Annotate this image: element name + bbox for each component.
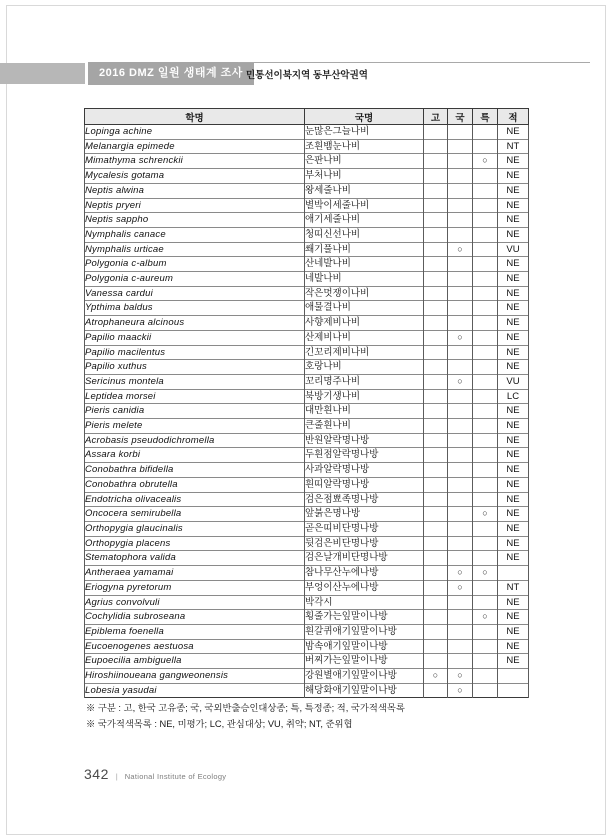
export-approval-mark-cell (448, 257, 473, 272)
red-list-cell: NE (498, 213, 529, 228)
designated-mark-cell (473, 404, 498, 419)
korean-name-cell: 왕세줄나비 (305, 183, 424, 198)
scientific-name-cell: Oncocera semirubella (85, 507, 305, 522)
table-row (85, 360, 529, 375)
korean-name-cell: 긴꼬리제비나비 (305, 345, 424, 360)
endemic-mark-cell (424, 536, 448, 551)
col-header-korean-name: 국명 (305, 109, 424, 125)
report-title-badge (88, 62, 254, 85)
table-row (85, 654, 529, 669)
endemic-mark-cell (424, 477, 448, 492)
col-header-export-approval: 국 (448, 109, 473, 125)
korean-name-cell: 강원별애기잎말이나방 (305, 669, 424, 684)
export-approval-mark-cell (448, 139, 473, 154)
footnote-category-legend: ※ 구분 : 고, 한국 고유종; 국, 국외반출승인대상종; 특, 특정종; 적, 국가적색목록 (86, 703, 405, 713)
korean-name-cell: 밤속애기잎말이나방 (305, 639, 424, 654)
endemic-mark-cell (424, 169, 448, 184)
designated-mark-cell: ○ (473, 566, 498, 581)
red-list-cell: NE (498, 551, 529, 566)
designated-mark-cell (473, 374, 498, 389)
section-subtitle: 민통선이북지역 동부산악권역 (246, 70, 368, 81)
endemic-mark-cell (424, 639, 448, 654)
red-list-cell: NE (498, 521, 529, 536)
table-row (85, 242, 529, 257)
scientific-name-cell: Neptis alwina (85, 183, 305, 198)
header-rule-line (238, 62, 590, 63)
red-list-cell: NE (498, 125, 529, 140)
col-header-endemic: 고 (424, 109, 448, 125)
korean-name-cell: 흰갈퀴애기잎말이나방 (305, 624, 424, 639)
export-approval-mark-cell (448, 654, 473, 669)
red-list-cell: NE (498, 433, 529, 448)
scientific-name-cell: Antheraea yamamai (85, 566, 305, 581)
korean-name-cell: 사과알락명나방 (305, 463, 424, 478)
table-row (85, 595, 529, 610)
left-margin-bar (0, 63, 85, 84)
endemic-mark-cell (424, 154, 448, 169)
table-row (85, 639, 529, 654)
red-list-cell: NE (498, 316, 529, 331)
endemic-mark-cell (424, 360, 448, 375)
table-row (85, 154, 529, 169)
table-row (85, 669, 529, 684)
designated-mark-cell (473, 125, 498, 140)
red-list-cell: NE (498, 169, 529, 184)
endemic-mark-cell (424, 551, 448, 566)
designated-mark-cell (473, 654, 498, 669)
korean-name-cell: 네발나비 (305, 272, 424, 287)
scientific-name-cell: Endotricha olivacealis (85, 492, 305, 507)
export-approval-mark-cell (448, 404, 473, 419)
table-row (85, 198, 529, 213)
designated-mark-cell (473, 272, 498, 287)
red-list-cell: NE (498, 448, 529, 463)
page-number: 342 (84, 766, 109, 782)
export-approval-mark-cell (448, 272, 473, 287)
scientific-name-cell: Cochylidia subroseana (85, 610, 305, 625)
red-list-cell: NE (498, 272, 529, 287)
export-approval-mark-cell (448, 169, 473, 184)
scientific-name-cell: Melanargia epimede (85, 139, 305, 154)
red-list-cell: NE (498, 595, 529, 610)
scientific-name-cell: Eupoecilia ambiguella (85, 654, 305, 669)
scientific-name-cell: Mimathyma schrenckii (85, 154, 305, 169)
export-approval-mark-cell (448, 213, 473, 228)
designated-mark-cell (473, 169, 498, 184)
table-row (85, 566, 529, 581)
designated-mark-cell (473, 316, 498, 331)
export-approval-mark-cell: ○ (448, 669, 473, 684)
red-list-cell: NE (498, 183, 529, 198)
table-row (85, 345, 529, 360)
table-row (85, 272, 529, 287)
red-list-cell: NE (498, 227, 529, 242)
table-row (85, 448, 529, 463)
designated-mark-cell (473, 551, 498, 566)
scientific-name-cell: Hiroshiinoueana gangweonensis (85, 669, 305, 684)
endemic-mark-cell (424, 521, 448, 536)
endemic-mark-cell (424, 183, 448, 198)
endemic-mark-cell (424, 419, 448, 434)
table-row (85, 551, 529, 566)
red-list-cell: NE (498, 154, 529, 169)
scientific-name-cell: Nymphalis urticae (85, 242, 305, 257)
designated-mark-cell (473, 463, 498, 478)
table-row (85, 183, 529, 198)
export-approval-mark-cell (448, 448, 473, 463)
korean-name-cell: 산제비나비 (305, 330, 424, 345)
korean-name-cell: 두흰점알락명나방 (305, 448, 424, 463)
endemic-mark-cell (424, 404, 448, 419)
designated-mark-cell (473, 330, 498, 345)
export-approval-mark-cell: ○ (448, 330, 473, 345)
scientific-name-cell: Acrobasis pseudodichromella (85, 433, 305, 448)
red-list-cell: NE (498, 286, 529, 301)
export-approval-mark-cell (448, 551, 473, 566)
designated-mark-cell (473, 669, 498, 684)
export-approval-mark-cell (448, 639, 473, 654)
red-list-cell: LC (498, 389, 529, 404)
red-list-cell: NE (498, 330, 529, 345)
report-title-text: 2016 DMZ 일원 생태계 조사 (99, 67, 243, 79)
scientific-name-cell: Mycalesis gotama (85, 169, 305, 184)
korean-name-cell: 호랑나비 (305, 360, 424, 375)
scientific-name-cell: Orthopygia placens (85, 536, 305, 551)
designated-mark-cell (473, 683, 498, 698)
designated-mark-cell (473, 521, 498, 536)
table-row (85, 125, 529, 140)
red-list-cell: NE (498, 360, 529, 375)
export-approval-mark-cell (448, 521, 473, 536)
endemic-mark-cell (424, 448, 448, 463)
korean-name-cell: 애물결나비 (305, 301, 424, 316)
red-list-cell: NT (498, 139, 529, 154)
korean-name-cell: 청띠신선나비 (305, 227, 424, 242)
footnote-red-list-legend: ※ 국가적색목록 : NE, 미평가; LC, 관심대상; VU, 취약; NT, 준위협 (86, 718, 353, 729)
red-list-cell: NE (498, 419, 529, 434)
scientific-name-cell: Pieris canidia (85, 404, 305, 419)
col-header-red-list: 적 (498, 109, 529, 125)
scientific-name-cell: Lobesia yasudai (85, 683, 305, 698)
red-list-cell: NE (498, 639, 529, 654)
designated-mark-cell (473, 301, 498, 316)
korean-name-cell: 사향제비나비 (305, 316, 424, 331)
endemic-mark-cell (424, 683, 448, 698)
designated-mark-cell (473, 580, 498, 595)
designated-mark-cell (473, 492, 498, 507)
endemic-mark-cell (424, 374, 448, 389)
korean-name-cell: 꼬리명주나비 (305, 374, 424, 389)
korean-name-cell: 은판나비 (305, 154, 424, 169)
export-approval-mark-cell (448, 301, 473, 316)
export-approval-mark-cell (448, 507, 473, 522)
export-approval-mark-cell (448, 433, 473, 448)
scientific-name-cell: Polygonia c-aureum (85, 272, 305, 287)
scientific-name-cell: Conobathra bifidella (85, 463, 305, 478)
korean-name-cell: 눈많은그늘나비 (305, 125, 424, 140)
designated-mark-cell (473, 536, 498, 551)
export-approval-mark-cell (448, 419, 473, 434)
export-approval-mark-cell (448, 595, 473, 610)
scientific-name-cell: Eriogyna pyretorum (85, 580, 305, 595)
korean-name-cell: 조흰뱀눈나비 (305, 139, 424, 154)
table-row (85, 477, 529, 492)
korean-name-cell: 뒷검은비단명나방 (305, 536, 424, 551)
export-approval-mark-cell: ○ (448, 566, 473, 581)
table-row (85, 286, 529, 301)
scientific-name-cell: Polygonia c-album (85, 257, 305, 272)
korean-name-cell: 부처나비 (305, 169, 424, 184)
export-approval-mark-cell: ○ (448, 374, 473, 389)
scientific-name-cell: Eucoenogenes aestuosa (85, 639, 305, 654)
korean-name-cell: 해당화애기잎말이나방 (305, 683, 424, 698)
table-header-row (85, 109, 529, 125)
designated-mark-cell (473, 595, 498, 610)
scientific-name-cell: Sericinus montela (85, 374, 305, 389)
designated-mark-cell (473, 360, 498, 375)
table-row (85, 316, 529, 331)
designated-mark-cell (473, 257, 498, 272)
korean-name-cell: 검은날개비단명나방 (305, 551, 424, 566)
table-row (85, 139, 529, 154)
endemic-mark-cell (424, 624, 448, 639)
table-row (85, 301, 529, 316)
scientific-name-cell: Assara korbi (85, 448, 305, 463)
endemic-mark-cell (424, 257, 448, 272)
designated-mark-cell (473, 183, 498, 198)
scientific-name-cell: Ypthima baldus (85, 301, 305, 316)
red-list-cell: NE (498, 198, 529, 213)
designated-mark-cell: ○ (473, 610, 498, 625)
endemic-mark-cell (424, 316, 448, 331)
korean-name-cell: 반원알락명나방 (305, 433, 424, 448)
endemic-mark-cell (424, 566, 448, 581)
species-table (84, 108, 529, 698)
korean-name-cell: 버찌가는잎말이나방 (305, 654, 424, 669)
table-row (85, 374, 529, 389)
table-row (85, 404, 529, 419)
export-approval-mark-cell (448, 610, 473, 625)
export-approval-mark-cell (448, 345, 473, 360)
table-row (85, 492, 529, 507)
export-approval-mark-cell (448, 492, 473, 507)
scientific-name-cell: Leptidea morsei (85, 389, 305, 404)
korean-name-cell: 횡줄가는잎말이나방 (305, 610, 424, 625)
footer-separator: | (115, 774, 118, 781)
scientific-name-cell: Papilio xuthus (85, 360, 305, 375)
table-row (85, 624, 529, 639)
korean-name-cell: 앞붉은명나방 (305, 507, 424, 522)
table-row (85, 213, 529, 228)
scientific-name-cell: Vanessa cardui (85, 286, 305, 301)
export-approval-mark-cell (448, 624, 473, 639)
red-list-cell: NE (498, 536, 529, 551)
korean-name-cell: 쐐기풀나비 (305, 242, 424, 257)
table-row (85, 507, 529, 522)
designated-mark-cell: ○ (473, 154, 498, 169)
korean-name-cell: 참나무산누에나방 (305, 566, 424, 581)
korean-name-cell: 부엉이산누에나방 (305, 580, 424, 595)
red-list-cell: NE (498, 624, 529, 639)
export-approval-mark-cell (448, 316, 473, 331)
korean-name-cell: 북방기생나비 (305, 389, 424, 404)
table-row (85, 536, 529, 551)
scientific-name-cell: Papilio macilentus (85, 345, 305, 360)
red-list-cell: VU (498, 242, 529, 257)
endemic-mark-cell (424, 345, 448, 360)
footnotes (86, 701, 556, 732)
designated-mark-cell (473, 345, 498, 360)
scientific-name-cell: Atrophaneura alcinous (85, 316, 305, 331)
scientific-name-cell: Lopinga achine (85, 125, 305, 140)
scientific-name-cell: Agrius convolvuli (85, 595, 305, 610)
endemic-mark-cell (424, 507, 448, 522)
designated-mark-cell (473, 477, 498, 492)
table-row (85, 521, 529, 536)
table-row (85, 580, 529, 595)
table-row (85, 433, 529, 448)
export-approval-mark-cell (448, 227, 473, 242)
korean-name-cell: 검은점뾰족명나방 (305, 492, 424, 507)
table-row (85, 419, 529, 434)
korean-name-cell: 흰띠알락명나방 (305, 477, 424, 492)
designated-mark-cell (473, 389, 498, 404)
korean-name-cell: 박각시 (305, 595, 424, 610)
export-approval-mark-cell: ○ (448, 683, 473, 698)
table-row (85, 257, 529, 272)
export-approval-mark-cell (448, 198, 473, 213)
table-row (85, 610, 529, 625)
table-row (85, 227, 529, 242)
scientific-name-cell: Orthopygia glaucinalis (85, 521, 305, 536)
red-list-cell: NT (498, 580, 529, 595)
korean-name-cell: 작은멋쟁이나비 (305, 286, 424, 301)
endemic-mark-cell (424, 433, 448, 448)
designated-mark-cell (473, 213, 498, 228)
export-approval-mark-cell (448, 360, 473, 375)
export-approval-mark-cell: ○ (448, 242, 473, 257)
endemic-mark-cell (424, 389, 448, 404)
scientific-name-cell: Neptis sappho (85, 213, 305, 228)
table-row (85, 169, 529, 184)
designated-mark-cell (473, 624, 498, 639)
export-approval-mark-cell (448, 389, 473, 404)
red-list-cell: NE (498, 404, 529, 419)
col-header-scientific-name: 학명 (85, 109, 305, 125)
table-row (85, 683, 529, 698)
red-list-cell: NE (498, 345, 529, 360)
endemic-mark-cell: ○ (424, 669, 448, 684)
red-list-cell: NE (498, 492, 529, 507)
endemic-mark-cell (424, 125, 448, 140)
red-list-cell: VU (498, 374, 529, 389)
table-row (85, 389, 529, 404)
endemic-mark-cell (424, 213, 448, 228)
endemic-mark-cell (424, 286, 448, 301)
endemic-mark-cell (424, 198, 448, 213)
red-list-cell: NE (498, 463, 529, 478)
red-list-cell (498, 669, 529, 684)
export-approval-mark-cell (448, 125, 473, 140)
endemic-mark-cell (424, 301, 448, 316)
scientific-name-cell: Epiblema foenella (85, 624, 305, 639)
designated-mark-cell (473, 286, 498, 301)
korean-name-cell: 별박이세줄나비 (305, 198, 424, 213)
endemic-mark-cell (424, 463, 448, 478)
endemic-mark-cell (424, 654, 448, 669)
red-list-cell: NE (498, 654, 529, 669)
export-approval-mark-cell: ○ (448, 580, 473, 595)
table-row (85, 330, 529, 345)
export-approval-mark-cell (448, 183, 473, 198)
endemic-mark-cell (424, 330, 448, 345)
designated-mark-cell (473, 242, 498, 257)
designated-mark-cell (473, 227, 498, 242)
designated-mark-cell (473, 419, 498, 434)
designated-mark-cell (473, 433, 498, 448)
korean-name-cell: 큰줄흰나비 (305, 419, 424, 434)
red-list-cell: NE (498, 477, 529, 492)
designated-mark-cell (473, 639, 498, 654)
table-row (85, 463, 529, 478)
export-approval-mark-cell (448, 154, 473, 169)
korean-name-cell: 산네발나비 (305, 257, 424, 272)
scientific-name-cell: Stematophora valida (85, 551, 305, 566)
scientific-name-cell: Nymphalis canace (85, 227, 305, 242)
export-approval-mark-cell (448, 463, 473, 478)
endemic-mark-cell (424, 139, 448, 154)
scientific-name-cell: Papilio maackii (85, 330, 305, 345)
page-footer (84, 766, 226, 782)
red-list-cell: NE (498, 301, 529, 316)
endemic-mark-cell (424, 492, 448, 507)
species-table-container (84, 108, 528, 698)
red-list-cell: NE (498, 507, 529, 522)
endemic-mark-cell (424, 580, 448, 595)
red-list-cell (498, 683, 529, 698)
korean-name-cell: 대만흰나비 (305, 404, 424, 419)
export-approval-mark-cell (448, 477, 473, 492)
scientific-name-cell: Pieris melete (85, 419, 305, 434)
endemic-mark-cell (424, 272, 448, 287)
endemic-mark-cell (424, 610, 448, 625)
export-approval-mark-cell (448, 286, 473, 301)
scientific-name-cell: Conobathra obrutella (85, 477, 305, 492)
designated-mark-cell (473, 448, 498, 463)
endemic-mark-cell (424, 595, 448, 610)
footer-institute: National Institute of Ecology (124, 772, 227, 781)
designated-mark-cell: ○ (473, 507, 498, 522)
red-list-cell (498, 566, 529, 581)
red-list-cell: NE (498, 257, 529, 272)
col-header-designated: 특 (473, 109, 498, 125)
scientific-name-cell: Neptis pryeri (85, 198, 305, 213)
red-list-cell: NE (498, 610, 529, 625)
designated-mark-cell (473, 198, 498, 213)
export-approval-mark-cell (448, 536, 473, 551)
designated-mark-cell (473, 139, 498, 154)
endemic-mark-cell (424, 227, 448, 242)
endemic-mark-cell (424, 242, 448, 257)
korean-name-cell: 곧은띠비단명나방 (305, 521, 424, 536)
korean-name-cell: 애기세줄나비 (305, 213, 424, 228)
species-table-body (85, 125, 529, 698)
